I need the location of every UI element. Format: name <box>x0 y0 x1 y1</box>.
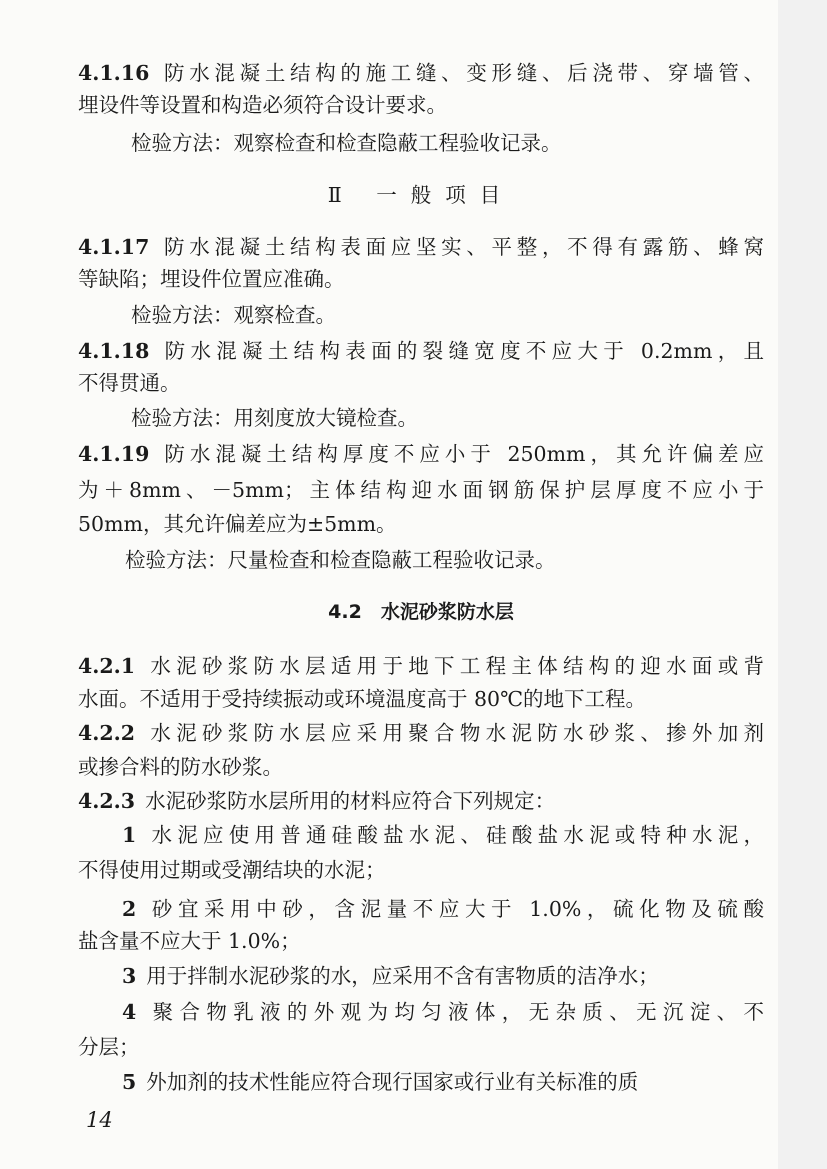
clause-number: 4.2.1 <box>78 654 136 678</box>
section-heading-4-2: 4.2 水泥砂浆防水层 <box>328 601 514 623</box>
clause-4-2-2-line-1 <box>78 718 764 748</box>
list-item-3 <box>122 961 764 991</box>
list-item-4-line-1 <box>122 997 764 1027</box>
clause-4-1-16-line-2: 埋设件等设置和构造必须符合设计要求。 <box>78 93 447 117</box>
list-item-4-line-2: 分层； <box>78 1035 140 1059</box>
clause-number: 4.1.16 <box>78 61 150 85</box>
list-item-number: 3 <box>122 964 137 988</box>
clause-4-2-2-line-2: 或掺合料的防水砂浆。 <box>78 755 283 779</box>
list-item-text: 聚合物乳液的外观为均匀液体，无杂质、无沉淀、不 <box>146 1000 764 1024</box>
list-item-1-line-1 <box>122 820 764 850</box>
clause-4-1-17-line-2: 等缺陷；埋设件位置应准确。 <box>78 267 345 291</box>
clause-number: 4.1.17 <box>78 235 150 259</box>
list-item-2-line-2: 盐含量不应大于 1.0%； <box>78 929 301 953</box>
clause-4-1-17-check-method: 检验方法：观察检查。 <box>131 303 336 327</box>
list-item-text: 砂宜采用中砂，含泥量不应大于 1.0%，硫化物及硫酸 <box>146 897 764 921</box>
list-item-text: 水泥应使用普通硅酸盐水泥、硅酸盐水泥或特种水泥， <box>146 823 764 847</box>
list-item-number: 1 <box>122 823 137 847</box>
section-heading-general-items: Ⅱ 一般项目 <box>327 183 515 207</box>
clause-4-1-19-line-2: 为＋8mm、－5mm；主体结构迎水面钢筋保护层厚度不应小于 <box>78 478 764 502</box>
clause-4-1-16-check-method: 检验方法：观察检查和检查隐蔽工程验收记录。 <box>131 131 562 155</box>
clause-number: 4.2.3 <box>78 789 136 813</box>
clause-number: 4.2.2 <box>78 721 136 745</box>
clause-4-1-18-line-2: 不得贯通。 <box>78 371 181 395</box>
page-number: 14 <box>86 1108 113 1132</box>
clause-text: 防水混凝土结构的施工缝、变形缝、后浇带、穿墙管、 <box>159 61 764 85</box>
list-item-text: 用于拌制水泥砂浆的水，应采用不含有害物质的洁净水； <box>146 964 659 988</box>
clause-number: 4.1.19 <box>78 442 150 466</box>
clause-4-1-19-line-3: 50mm，其允许偏差应为±5mm。 <box>78 512 397 536</box>
clause-text: 防水混凝土结构表面应坚实、平整，不得有露筋、蜂窝 <box>159 235 764 259</box>
clause-4-1-18-check-method: 检验方法：用刻度放大镜检查。 <box>131 406 418 430</box>
clause-text: 防水混凝土结构表面的裂缝宽度不应大于 0.2mm，且 <box>159 339 764 363</box>
list-item-number: 4 <box>122 1000 137 1024</box>
clause-4-1-16-line-1 <box>78 58 764 88</box>
clause-text: 水泥砂浆防水层适用于地下工程主体结构的迎水面或背 <box>145 654 764 678</box>
clause-4-1-18-line-1 <box>78 336 764 366</box>
clause-text: 水泥砂浆防水层所用的材料应符合下列规定： <box>145 789 556 813</box>
clause-4-2-3-line-1 <box>78 786 764 816</box>
list-item-5-line-1 <box>122 1067 764 1097</box>
list-item-1-line-2: 不得使用过期或受潮结块的水泥； <box>78 858 386 882</box>
clause-text: 水泥砂浆防水层应采用聚合物水泥防水砂浆、掺外加剂 <box>145 721 764 745</box>
clause-4-1-19-line-1 <box>78 439 764 469</box>
clause-4-1-17-line-1 <box>78 232 764 262</box>
list-item-number: 5 <box>122 1070 137 1094</box>
list-item-number: 2 <box>122 897 137 921</box>
list-item-text: 外加剂的技术性能应符合现行国家或行业有关标准的质 <box>146 1070 639 1094</box>
clause-text: 防水混凝土结构厚度不应小于 250mm，其允许偏差应 <box>159 442 764 466</box>
clause-number: 4.1.18 <box>78 339 150 363</box>
scan-margin <box>778 0 827 1169</box>
clause-4-2-1-line-2: 水面。不适用于受持续振动或环境温度高于 80℃的地下工程。 <box>78 687 647 711</box>
list-item-2-line-1 <box>122 894 764 924</box>
clause-4-1-19-check-method: 检验方法：尺量检查和检查隐蔽工程验收记录。 <box>125 548 556 572</box>
clause-4-2-1-line-1 <box>78 651 764 681</box>
